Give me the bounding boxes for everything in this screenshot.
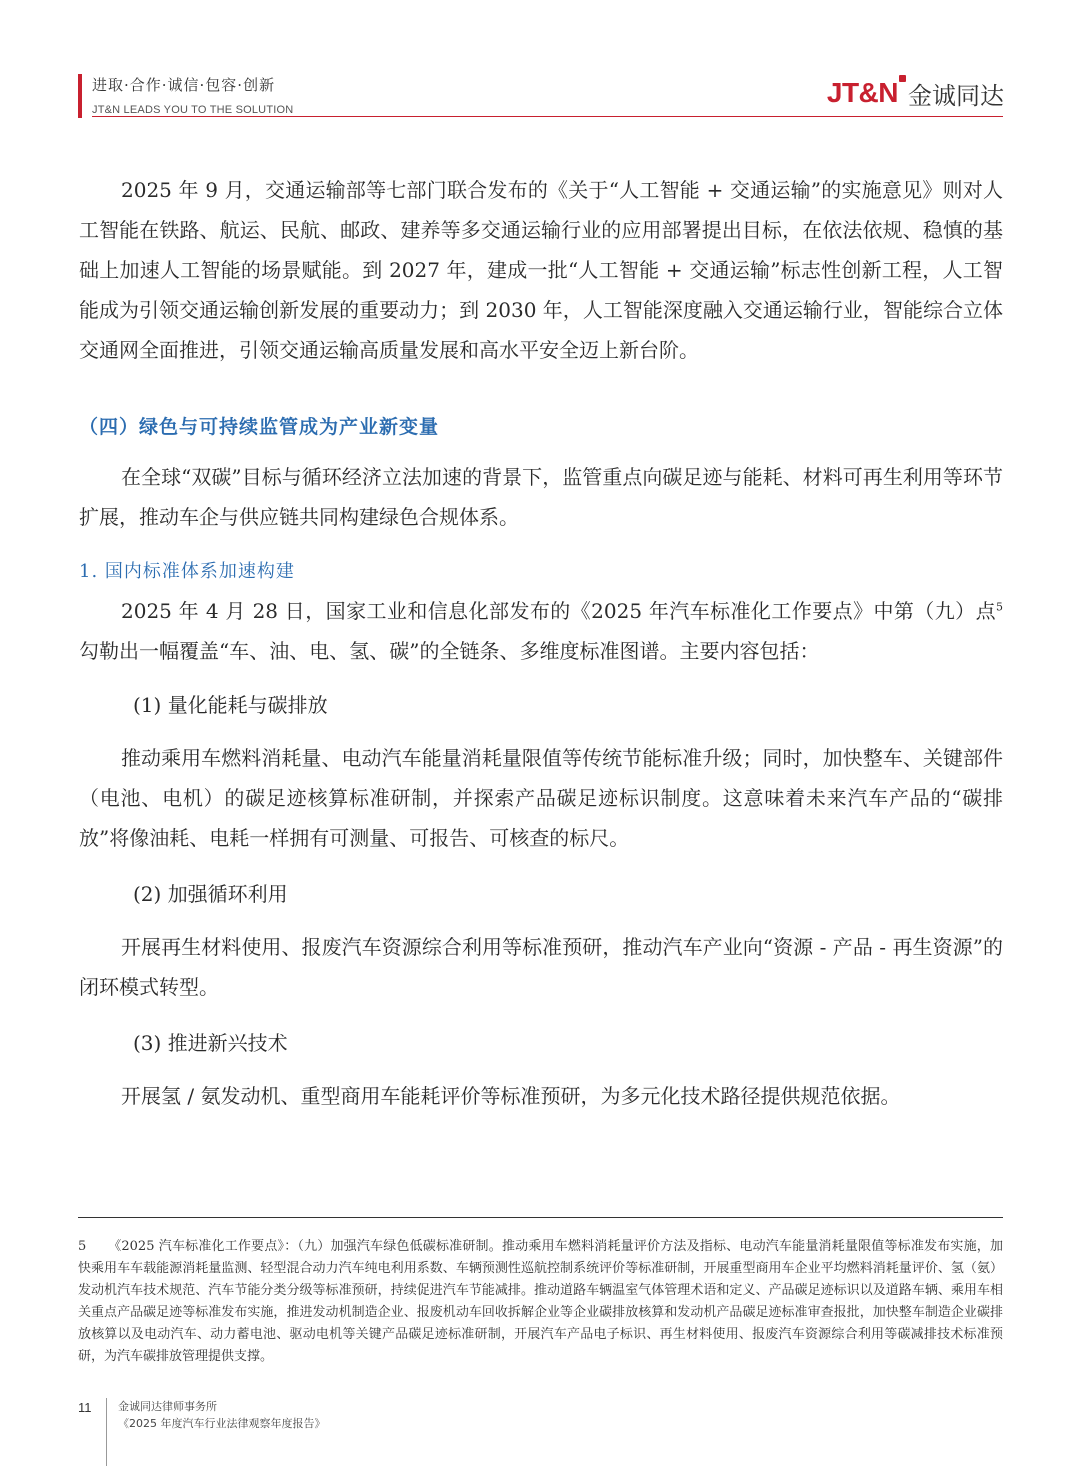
- footer-divider: [106, 1398, 107, 1466]
- page-content: [79, 170, 1003, 1116]
- logo-latin-text: JT&N: [827, 77, 898, 109]
- footnote-number: 5: [78, 1239, 87, 1254]
- paragraph-standards-intro-text: 2025 年 4 月 28 日，国家工业和信息化部发布的《2025 年汽车标准化工作要点》中第（九）点: [121, 599, 996, 623]
- footer-firm-name: 金诚同达律师事务所: [118, 1400, 217, 1413]
- footnote-text: 《2025 汽车标准化工作要点》：（九）加强汽车绿色低碳标准研制。推动乘用车燃料消耗量评价方法及指标、电动汽车能量消耗量限值等标准发布实施，加快乘用车车载能源消耗量监测、轻型混合动力汽车纯电利用系数、车辆预测性巡航控制系统评价等标准研制，开展重型商用车企业平均燃料消耗量评价、氢（氨）发动机汽车技术规范、汽车节能分类分级等标准预研，持续促进汽车节能减排。推动道路车辆温室气体管理术语和定义、产品碳足迹标识以及道路车辆、乘用车相关重点产品碳足迹等标准发布实施，推进发动机制造企业、报废机动车回收拆解企业等企业碳排放核算和发动机产品碳足迹标准审查报批，加快整车制造企业碳排放核算以及电动汽车、动力蓄电池、驱动电机等关键产品碳足迹标准研制，开展汽车产品电子标识、再生材料使用、报废汽车资源综合利用等碳减排技术标准预研，为汽车碳排放管理提供支撑。: [78, 1239, 1003, 1364]
- header-divider: [92, 116, 1003, 117]
- paragraph-energy-carbon: 推动乘用车燃料消耗量、电动汽车能量消耗量限值等传统节能标准升级；同时，加快整车、关键部件（电池、电机）的碳足迹核算标准研制，并探索产品碳足迹标识制度。这意味着未来汽车产品的“碳排放”将像油耗、电耗一样拥有可测量、可报告、可核查的标尺。: [79, 746, 1003, 850]
- page-number: 11: [78, 1400, 92, 1415]
- header-slogan: 进取·合作·诚信·包容·创新: [92, 76, 276, 94]
- logo-dot-icon: [899, 75, 906, 82]
- paragraph-standards-intro-continued: 勾勒出一幅覆盖“车、油、电、氢、碳”的全链条、多维度标准图谱。主要内容包括：: [79, 639, 820, 663]
- footnote-divider: [78, 1217, 1003, 1218]
- firm-logo: [827, 76, 1004, 110]
- paragraph-ai-transport: 2025 年 9 月，交通运输部等七部门联合发布的《关于“人工智能 + 交通运输”的实施意见》则对人工智能在铁路、航运、民航、邮政、建养等多交通运输行业的应用部署提出目标，在依法依规、稳慎的基础上加速人工智能的场景赋能。到 2027 年，建成一批“人工智能 + 交通运输”标志性创新工程，人工智能成为引领交通运输创新发展的重要动力；到 2030 年，人工智能深度融入交通运输行业，智能综合立体交通网全面推进，引领交通运输高质量发展和高水平安全迈上新台阶。: [79, 178, 1003, 362]
- footnote: [78, 1236, 1003, 1368]
- paragraph-green-background: 在全球“双碳”目标与循环经济立法加速的背景下，监管重点向碳足迹与能耗、材料可再生利用等环节扩展，推动车企与供应链共同构建绿色合规体系。: [79, 465, 1003, 529]
- header-accent-bar: [78, 74, 82, 118]
- item-heading-energy-carbon: (1) 量化能耗与碳排放: [133, 693, 328, 717]
- item-heading-recycling: (2) 加强循环利用: [133, 882, 288, 906]
- item-heading-emerging-tech: (3) 推进新兴技术: [133, 1031, 288, 1055]
- header-tagline: JT&N LEADS YOU TO THE SOLUTION: [92, 104, 294, 116]
- sub-heading-domestic-standards: 1. 国内标准体系加速构建: [79, 561, 295, 582]
- footer-report-title: 《2025 年度汽车行业法律观察年度报告》: [118, 1417, 326, 1430]
- paragraph-standards-intro: [79, 591, 1003, 671]
- logo-cjk-text: 金诚同达: [908, 81, 1004, 110]
- section-heading-green-regulation: （四）绿色与可持续监管成为产业新变量: [79, 416, 440, 438]
- paragraph-emerging-tech: 开展氢 / 氨发动机、重型商用车能耗评价等标准预研，为多元化技术路径提供规范依据。: [121, 1084, 901, 1108]
- paragraph-recycling: 开展再生材料使用、报废汽车资源综合利用等标准预研，推动汽车产业向“资源 - 产品 - 再生资源”的闭环模式转型。: [79, 935, 1003, 999]
- footnote-reference[interactable]: 5: [996, 600, 1003, 614]
